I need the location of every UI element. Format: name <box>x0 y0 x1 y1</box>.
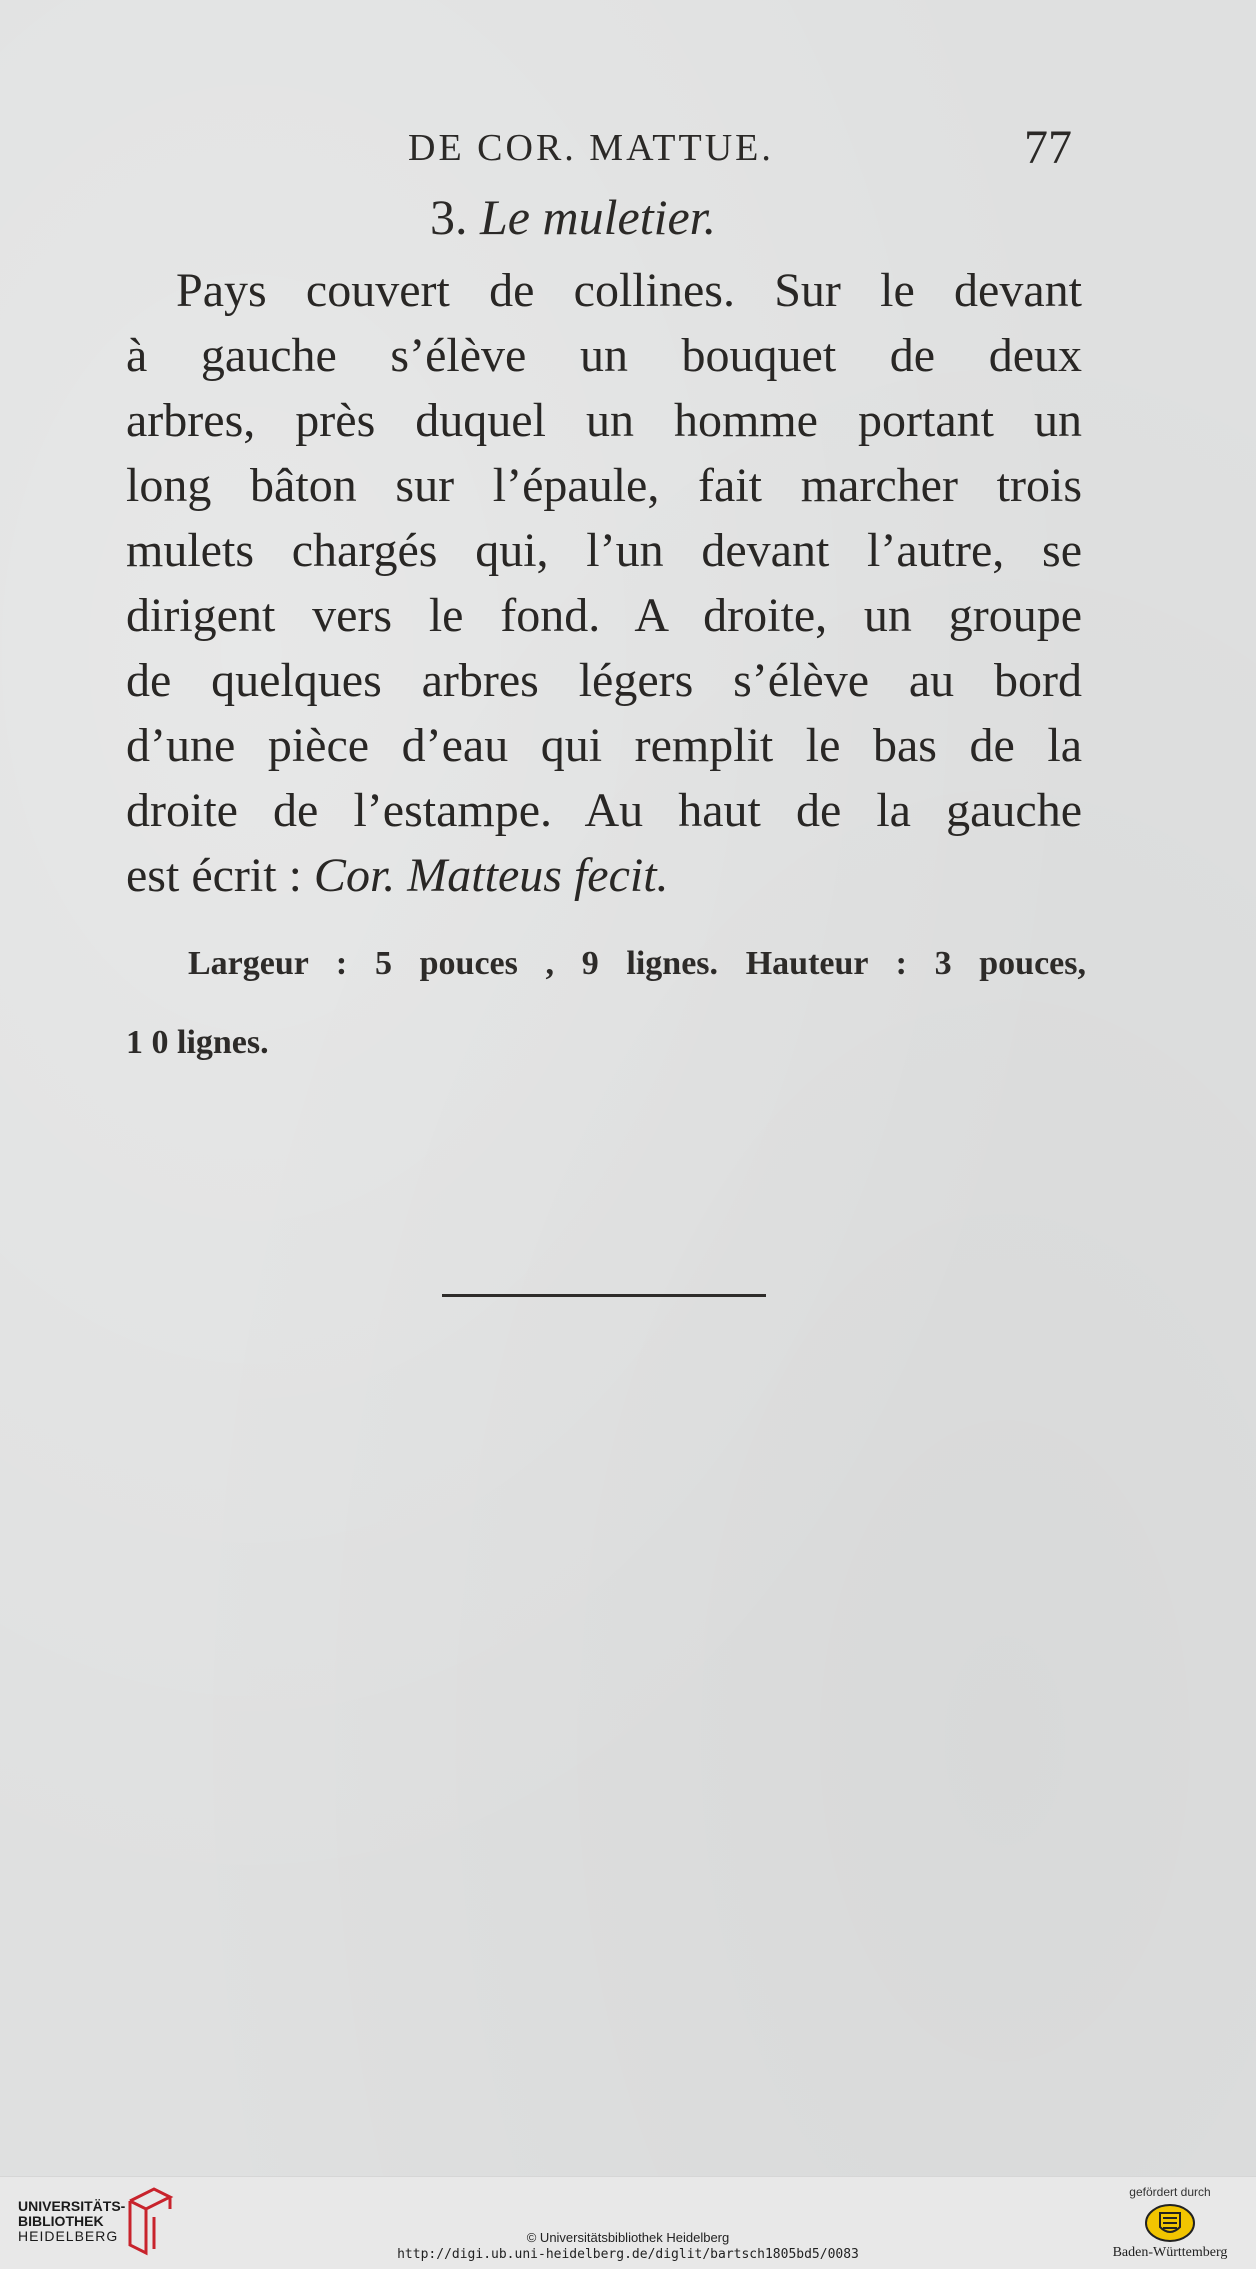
entry-description <box>126 258 1082 908</box>
body-line: long bâton sur l’épaule, fait marcher trois <box>126 459 1082 512</box>
copyright-notice: © Universitätsbibliothek Heidelberg <box>526 2230 730 2245</box>
body-line: à gauche s’élève un bouquet de deux <box>126 329 1082 382</box>
baden-wuerttemberg-crest-icon <box>1144 2203 1196 2243</box>
entry-number: 3. <box>430 189 468 245</box>
running-head: DE COR. MATTUE. <box>408 127 774 169</box>
library-name-line: HEIDELBERG <box>18 2228 119 2244</box>
ub-heidelberg-logo-icon[interactable] <box>126 2187 174 2257</box>
footer-bar <box>0 2176 1256 2269</box>
body-line: droite de l’estampe. Au haut de la gauche <box>126 784 1082 837</box>
separator-rule <box>442 1294 766 1297</box>
library-name-line: UNIVERSITÄTS- <box>18 2198 126 2214</box>
page-number: 77 <box>1024 121 1072 174</box>
body-line-last <box>126 843 1082 908</box>
sponsor-label: gefördert durch <box>1129 2185 1211 2199</box>
body-line: dirigent vers le fond. A droite, un groupe <box>126 589 1082 642</box>
entry-title <box>430 188 716 246</box>
inscription: Cor. Matteus fecit. <box>313 849 669 902</box>
library-name-line: BIBLIOTHEK <box>18 2213 104 2229</box>
permalink[interactable]: http://digi.ub.uni-heidelberg.de/diglit/bartsch1805bd5/0083 <box>397 2247 859 2262</box>
dimensions-line: Largeur : 5 pouces , 9 lignes. Hauteur : 3 pouces, <box>188 945 1086 982</box>
footer-citation <box>320 2229 936 2263</box>
library-name[interactable] <box>18 2199 125 2244</box>
body-line: de quelques arbres légers s’élève au bord <box>126 654 1082 707</box>
body-line: mulets chargés qui, l’un devant l’autre, se <box>126 524 1082 577</box>
inscription-prefix: est écrit : <box>126 849 302 902</box>
dimensions-line: 1 0 lignes. <box>126 1024 269 1061</box>
body-line: d’une pièce d’eau qui remplit le bas de la <box>126 719 1082 772</box>
entry-title-text: Le muletier. <box>480 189 717 245</box>
sponsor-name: Baden-Württemberg <box>1112 2245 1228 2260</box>
sponsor[interactable] <box>1100 2185 1240 2261</box>
body-line: arbres, près duquel un homme portant un <box>126 394 1082 447</box>
dimensions <box>126 924 1086 1082</box>
body-line: Pays couvert de collines. Sur le devant <box>176 264 1082 317</box>
